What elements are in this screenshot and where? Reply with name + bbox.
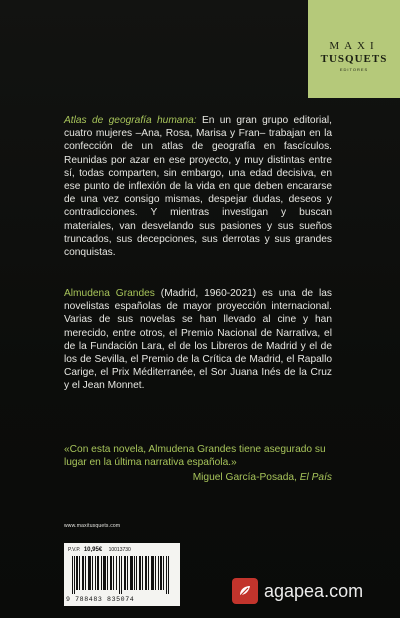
author-name: Almudena Grandes [64,288,155,299]
logo-tagline: EDITORES [339,67,369,72]
synopsis-paragraph [64,114,332,259]
synopsis-text: En un gran grupo editorial, cuatro mujeres –Ana, Rosa, Marisa y Fran– trabajan en la confección de un atlas de geografía en fascículos. Reunidas por azar en ese proyecto, y muy distintas entre sí, todas comparten, sin embargo, una edad decisiva, en ese punto de inflexión de la vida en que deben encararse de una vez consigo mismas, despejar dudas, deseos y contradicciones. Y mientras investigan y buscan materiales, van desvelando sus pasiones y sus sueños truncados, sus decepciones, sus derrotas y sus grandes conquistas. [64,115,332,259]
quote-attribution [64,471,332,484]
barcode-icon [72,556,172,594]
publisher-logo [308,0,400,98]
publisher-website: www.maxitusquets.com [64,523,121,529]
review-quote: «Con esta novela, Almudena Grandes tiene asegurado su lugar en la última narrativa española.» [64,444,326,469]
price-value: 10,95€ [83,547,103,553]
logo-publisher-name: TUSQUETS [320,53,388,65]
author-bio-text: (Madrid, 1960-2021) es una de las novelistas españolas de mayor proyección internacional. Varias de sus novelas se han llevado al cine y han merecido, entre otros, el Premio Nacional de Narrativa, el de la Fundación Lara, el de los Libreros de Madrid y el de los de Sevilla, el Premio de la Crítica de Madrid, el Rapallo Carige, el Prix Méditerranée, el Sor Juana Inés de la Cruz y el Jean Monnet. [64,288,332,392]
isbn-number: 9 788483 835074 [66,596,135,603]
price-row [68,547,176,553]
price-label: P.V.P. [68,547,81,553]
internal-code: 10013730 [108,547,131,553]
agapea-logo-icon [232,578,258,604]
logo-series: MAXI [329,40,379,52]
watermark-text: agapea.com [264,580,364,601]
quote-publication: El País [299,472,332,483]
book-title: Atlas de geografía humana: [64,115,197,126]
quote-author: Miguel García-Posada, [192,472,300,483]
watermark [232,576,363,606]
author-bio-paragraph [64,287,332,393]
barcode-label [64,543,180,606]
